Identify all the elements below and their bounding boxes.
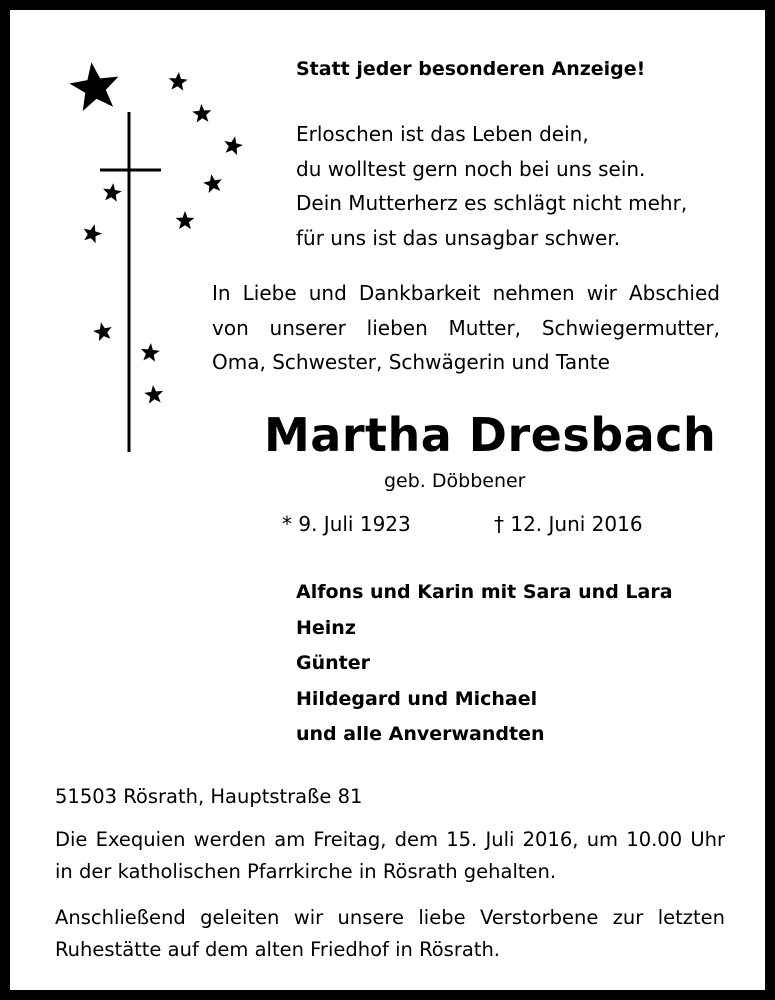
star-icon bbox=[84, 224, 102, 243]
deceased-name: Martha Dresbach bbox=[264, 408, 717, 462]
headline: Statt jeder besonderen Anzeige! bbox=[296, 58, 646, 80]
poem-line: Erloschen ist das Leben dein, bbox=[296, 122, 589, 146]
poem-line: für uns ist das unsagbar schwer. bbox=[296, 225, 621, 250]
farewell-line: In Liebe und Dankbarkeit nehmen wir Abschied bbox=[212, 281, 720, 305]
poem bbox=[296, 117, 687, 255]
star-icon bbox=[192, 104, 211, 123]
service-line: Die Exequien werden am Freitag, dem 15. Juli 2016, um 10.00 Uhr bbox=[55, 828, 725, 851]
mourner: Alfons und Karin mit Sara und Lara bbox=[296, 581, 673, 603]
mourners-list bbox=[296, 575, 673, 753]
star-icon bbox=[103, 183, 122, 202]
burial-line: Ruhestätte auf dem alten Friedhof in Rösrath. bbox=[55, 938, 501, 961]
star-icon bbox=[169, 72, 188, 91]
mourner: Heinz bbox=[296, 616, 356, 639]
service-line: in der katholischen Pfarrkirche in Rösrath gehalten. bbox=[55, 860, 557, 883]
star-icon bbox=[93, 322, 112, 341]
star-icon bbox=[224, 136, 243, 155]
maiden-name: geb. Döbbener bbox=[384, 470, 526, 492]
poem-line: du wolltest gern noch bei uns sein. bbox=[296, 156, 646, 181]
star-icon bbox=[203, 174, 222, 193]
family-address: 51503 Rösrath, Hauptstraße 81 bbox=[55, 785, 363, 808]
star-icon bbox=[176, 211, 195, 229]
farewell-text bbox=[212, 276, 720, 380]
birth-date: * 9. Juli 1923 bbox=[282, 512, 411, 536]
farewell-line: von unserer lieben Mutter, Schwiegermutter, bbox=[212, 315, 720, 340]
funeral-service-info bbox=[55, 824, 725, 888]
mourner: und alle Anverwandten bbox=[296, 723, 545, 745]
poem-line: Dein Mutterherz es schlägt nicht mehr, bbox=[296, 191, 688, 215]
burial-line: Anschließend geleiten wir unsere liebe Verstorbene zur letzten bbox=[55, 906, 725, 929]
star-icon bbox=[141, 343, 160, 362]
death-date: † 12. Juni 2016 bbox=[494, 512, 643, 536]
star-icon bbox=[69, 62, 118, 111]
burial-info bbox=[55, 902, 725, 966]
mourner: Günter bbox=[296, 652, 370, 674]
cross-and-stars-decoration bbox=[50, 50, 260, 470]
star-icon bbox=[144, 385, 163, 404]
mourner: Hildegard und Michael bbox=[296, 687, 538, 710]
farewell-line: Oma, Schwester, Schwägerin und Tante bbox=[212, 350, 610, 374]
